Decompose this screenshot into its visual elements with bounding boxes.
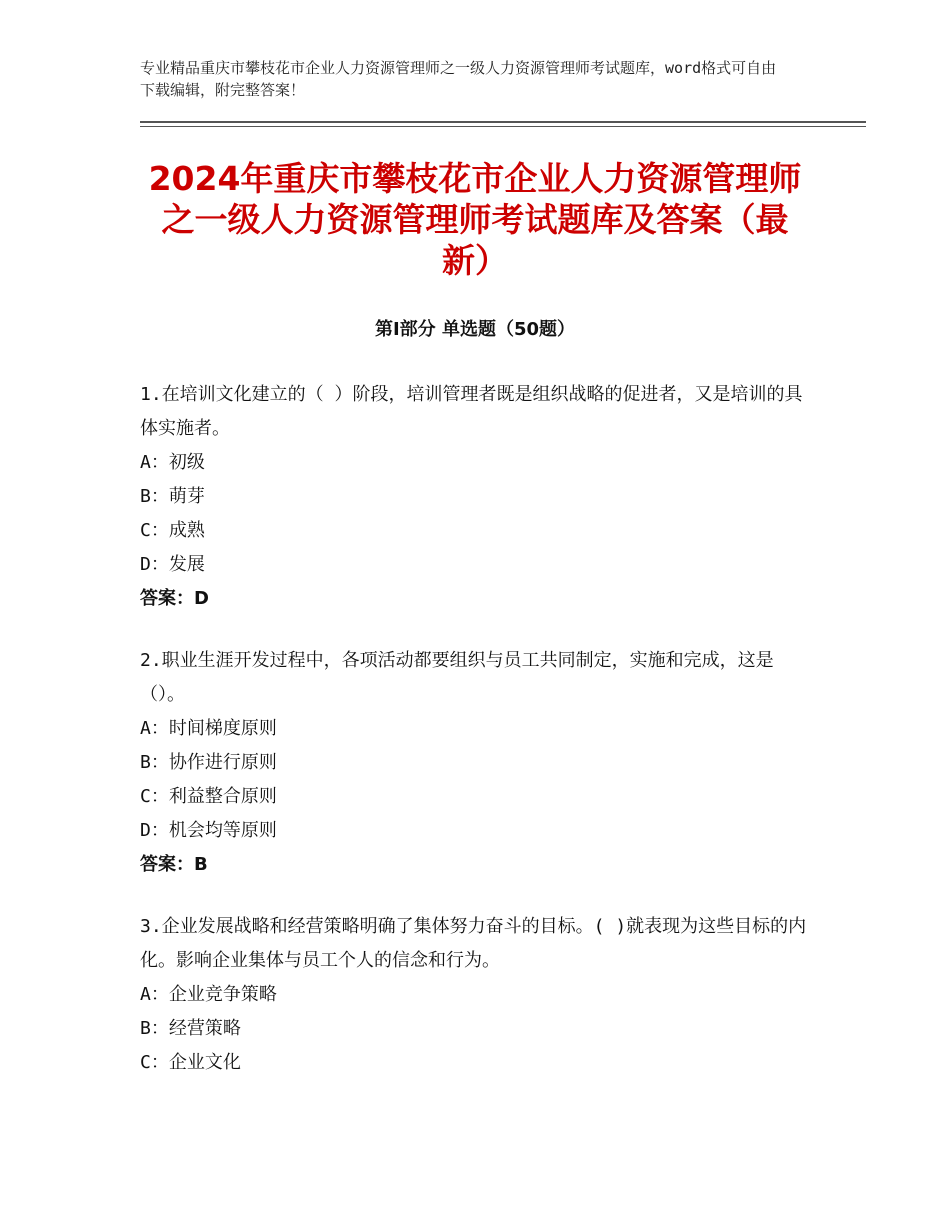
option-a: A：企业竞争策略 xyxy=(140,984,277,1005)
option-c: C：成熟 xyxy=(140,520,205,541)
document-title: 2024年重庆市攀枝花市企业人力资源管理师之一级人力资源管理师考试题库及答案（最新） xyxy=(148,159,802,280)
option-a: A：初级 xyxy=(140,452,205,473)
option-b: B：协作进行原则 xyxy=(140,752,277,773)
answer: 答案：B xyxy=(140,854,208,875)
option-c: C：企业文化 xyxy=(140,1052,241,1073)
section-title: 第Ⅰ部分 单选题（50题） xyxy=(374,319,575,340)
question-stem: 2.职业生涯开发过程中，各项活动都要组织与员工共同制定，实施和完成，这是（）。 xyxy=(140,650,774,705)
option-c: C：利益整合原则 xyxy=(140,786,277,807)
option-b: B：经营策略 xyxy=(140,1018,241,1039)
question-1 xyxy=(140,378,810,616)
question-stem: 3.企业发展战略和经营策略明确了集体努力奋斗的目标。( )就表现为这些目标的内化。影响企业集体与员工个人的信念和行为。 xyxy=(140,916,807,971)
option-a: A：时间梯度原则 xyxy=(140,718,277,739)
question-3 xyxy=(140,910,810,1080)
option-d: D：发展 xyxy=(140,554,205,575)
option-d: D：机会均等原则 xyxy=(140,820,277,841)
header-divider-thick xyxy=(140,121,866,123)
header-note: 专业精品重庆市攀枝花市企业人力资源管理师之一级人力资源管理师考试题库，word格式可自由下载编辑，附完整答案！ xyxy=(140,59,777,99)
answer: 答案：D xyxy=(140,588,209,609)
option-b: B：萌芽 xyxy=(140,486,205,507)
question-list xyxy=(140,378,810,1108)
question-2 xyxy=(140,644,810,882)
header-divider-thin xyxy=(140,126,866,127)
question-stem: 1.在培训文化建立的（ ）阶段，培训管理者既是组织战略的促进者，又是培训的具体实施者。 xyxy=(140,384,803,439)
